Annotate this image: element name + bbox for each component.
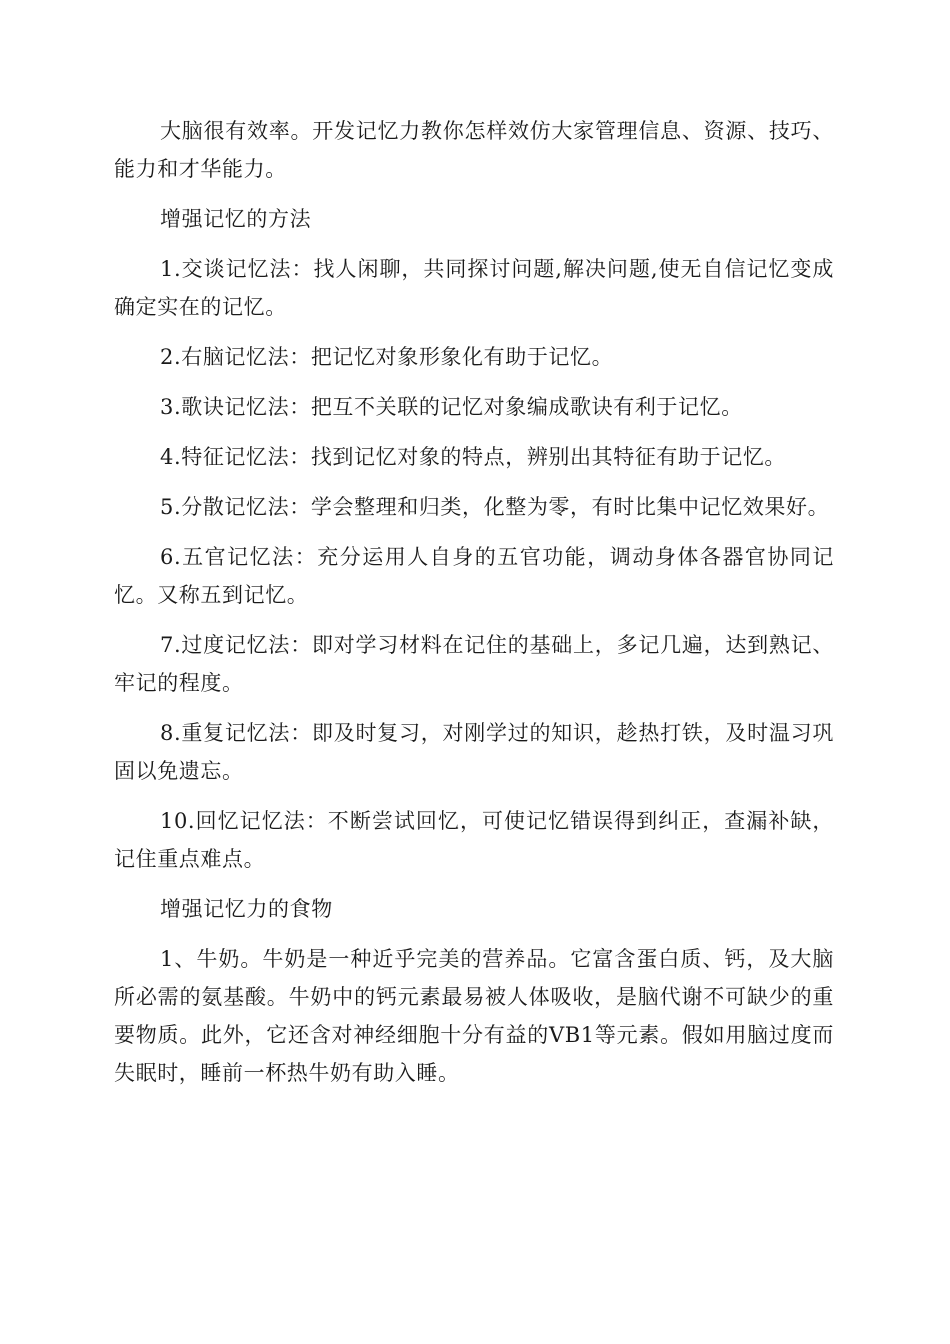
method-item: 5.分散记忆法：学会整理和归类，化整为零，有时比集中记忆效果好。 bbox=[160, 495, 830, 519]
method-item: 6.五官记忆法：充分运用人自身的五官功能，调动身体各器官协同记忆。又称五到记忆。 bbox=[114, 545, 834, 607]
method-item: 10.回忆记忆法：不断尝试回忆，可使记忆错误得到纠正，查漏补缺，记住重点难点。 bbox=[114, 809, 834, 871]
method-item: 4.特征记忆法：找到记忆对象的特点，辨别出其特征有助于记忆。 bbox=[160, 445, 787, 469]
food-item: 1、牛奶。牛奶是一种近乎完美的营养品。它富含蛋白质、钙，及大脑所必需的氨基酸。牛奶中的钙元素最易被人体吸收，是脑代谢不可缺少的重要物质。此外，它还含对神经细胞十分有益的VB1等元素。假如用脑过度而失眠时，睡前一杯热牛奶有助入睡。 bbox=[114, 947, 834, 1085]
method-item: 7.过度记忆法：即对学习材料在记住的基础上，多记几遍，达到熟记、牢记的程度。 bbox=[114, 633, 834, 695]
method-item: 8.重复记忆法：即及时复习，对刚学过的知识，趁热打铁，及时温习巩固以免遗忘。 bbox=[114, 721, 834, 783]
document-body bbox=[114, 112, 834, 1104]
method-item: 2.右脑记忆法：把记忆对象形象化有助于记忆。 bbox=[160, 345, 614, 369]
section-heading-memory-foods: 增强记忆力的食物 bbox=[160, 897, 333, 921]
intro-paragraph: 大脑很有效率。开发记忆力教你怎样效仿大家管理信息、资源、技巧、能力和才华能力。 bbox=[114, 119, 834, 181]
section-heading-memory-methods: 增强记忆的方法 bbox=[160, 207, 312, 231]
method-item: 3.歌诀记忆法：把互不关联的记忆对象编成歌诀有利于记忆。 bbox=[160, 395, 743, 419]
method-item: 1.交谈记忆法：找人闲聊，共同探讨问题,解决问题,使无自信记忆变成确定实在的记忆。 bbox=[114, 257, 834, 319]
